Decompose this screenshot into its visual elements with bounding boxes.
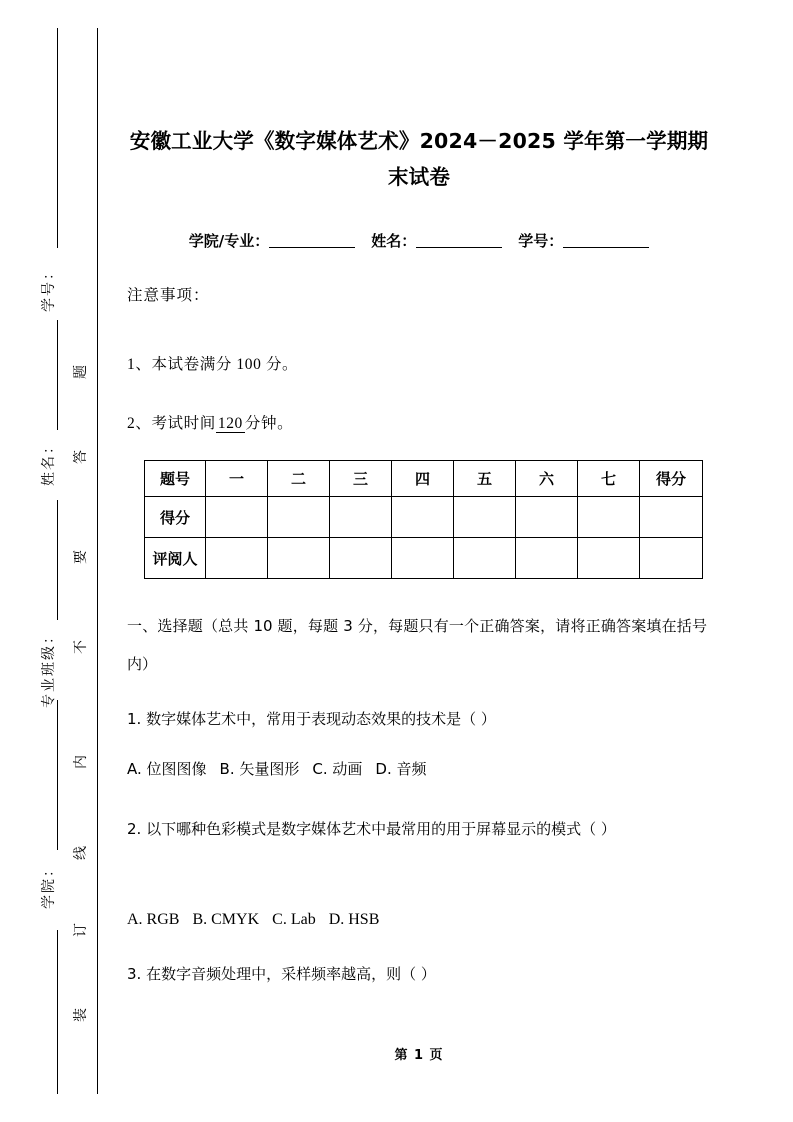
reviewer-cell[interactable]: [206, 538, 268, 579]
score-cell[interactable]: [454, 497, 516, 538]
col-header-2: 二: [268, 461, 330, 497]
question-2-option-b[interactable]: B. CMYK: [192, 911, 260, 928]
notice-item-2: [127, 411, 293, 433]
reviewer-cell[interactable]: [330, 538, 392, 579]
question-2-option-c[interactable]: C. Lab: [272, 911, 316, 928]
question-2-option-d[interactable]: D. HSB: [328, 911, 380, 928]
student-id-blank[interactable]: [563, 247, 649, 248]
question-2-options: [127, 903, 707, 937]
score-cell-total[interactable]: [640, 497, 703, 538]
question-1-option-b[interactable]: B. 矢量图形: [219, 760, 300, 778]
reviewer-cell[interactable]: [268, 538, 330, 579]
binding-margin: [0, 0, 118, 1122]
reviewer-cell[interactable]: [392, 538, 454, 579]
score-cell[interactable]: [330, 497, 392, 538]
reviewer-cell-total[interactable]: [640, 538, 703, 579]
department-label: 学院/专业：: [188, 232, 270, 250]
question-1-option-c[interactable]: C. 动画: [312, 760, 363, 778]
col-header-1: 一: [206, 461, 268, 497]
seal-char-zhuang: 装: [74, 1008, 89, 1022]
margin-label-student-id: 学号：: [42, 264, 57, 312]
binding-outer-rule-segment: [57, 28, 58, 248]
seal-char-ti: 题: [74, 365, 89, 379]
exam-duration-value: 120: [217, 415, 243, 432]
question-1-options: [127, 752, 707, 786]
col-header-7: 七: [578, 461, 640, 497]
question-3-stem: 3. 在数字音频处理中，采样频率越高，则（ ）: [127, 965, 436, 983]
table-row: [145, 461, 703, 497]
table-row: [145, 497, 703, 538]
reviewer-cell[interactable]: [454, 538, 516, 579]
score-table: [144, 460, 703, 579]
department-blank[interactable]: [269, 247, 355, 248]
row-header-reviewer: 评阅人: [145, 538, 206, 579]
score-cell[interactable]: [578, 497, 640, 538]
seal-char-da: 答: [74, 450, 89, 464]
notice-item-2-suffix: 分钟。: [244, 415, 294, 432]
name-label: 姓名：: [371, 232, 417, 250]
notice-item-1: 1、本试卷满分 100 分。: [127, 356, 299, 373]
question-1-stem: 1. 数字媒体艺术中，常用于表现动态效果的技术是（ ）: [127, 710, 496, 728]
student-id-label: 学号：: [518, 232, 564, 250]
question-2-stem: 2. 以下哪种色彩模式是数字媒体艺术中最常用的用于屏幕显示的模式（ ）: [127, 820, 616, 838]
seal-char-nei: 内: [74, 755, 89, 769]
seal-char-yao: 要: [74, 550, 89, 564]
margin-label-college: 学院：: [42, 861, 57, 909]
student-info-line: [127, 230, 711, 251]
reviewer-cell[interactable]: [578, 538, 640, 579]
binding-outer-rule-segment: [57, 930, 58, 1094]
reviewer-cell[interactable]: [516, 538, 578, 579]
question-1-option-d[interactable]: D. 音频: [375, 760, 427, 778]
section-heading-multiple-choice: 一、选择题（总共 10 题，每题 3 分，每题只有一个正确答案，请将正确答案填在括号内）: [127, 617, 707, 673]
seal-char-bu: 不: [74, 640, 89, 654]
notice-heading: 注意事项：: [127, 287, 210, 304]
score-cell[interactable]: [516, 497, 578, 538]
col-header-6: 六: [516, 461, 578, 497]
col-header-4: 四: [392, 461, 454, 497]
score-cell[interactable]: [392, 497, 454, 538]
row-header-score: 得分: [145, 497, 206, 538]
score-cell[interactable]: [268, 497, 330, 538]
binding-outer-rule-segment: [57, 700, 58, 850]
page-footer: 第 1 页: [394, 1048, 444, 1063]
seal-char-xian: 线: [74, 846, 89, 860]
col-header-3: 三: [330, 461, 392, 497]
binding-outer-rule-segment: [57, 500, 58, 620]
exam-paper-body: [127, 0, 711, 1122]
table-row: [145, 538, 703, 579]
question-1-option-a[interactable]: A. 位图图像: [127, 760, 207, 778]
name-blank[interactable]: [416, 247, 502, 248]
col-header-5: 五: [454, 461, 516, 497]
seal-char-ding: 订: [74, 923, 89, 937]
binding-inner-rule: [97, 28, 98, 1094]
score-cell[interactable]: [206, 497, 268, 538]
row-header-question-no: 题号: [145, 461, 206, 497]
margin-label-class: 专业班级：: [42, 628, 57, 708]
page-title: 安徽工业大学《数字媒体艺术》2024－2025 学年第一学期期末试卷: [129, 129, 709, 189]
col-header-total: 得分: [640, 461, 703, 497]
binding-outer-rule-segment: [57, 320, 58, 430]
question-2-option-a[interactable]: A. RGB: [127, 911, 180, 928]
notice-item-2-prefix: 2、考试时间: [127, 415, 216, 432]
margin-label-name: 姓名：: [42, 438, 57, 486]
